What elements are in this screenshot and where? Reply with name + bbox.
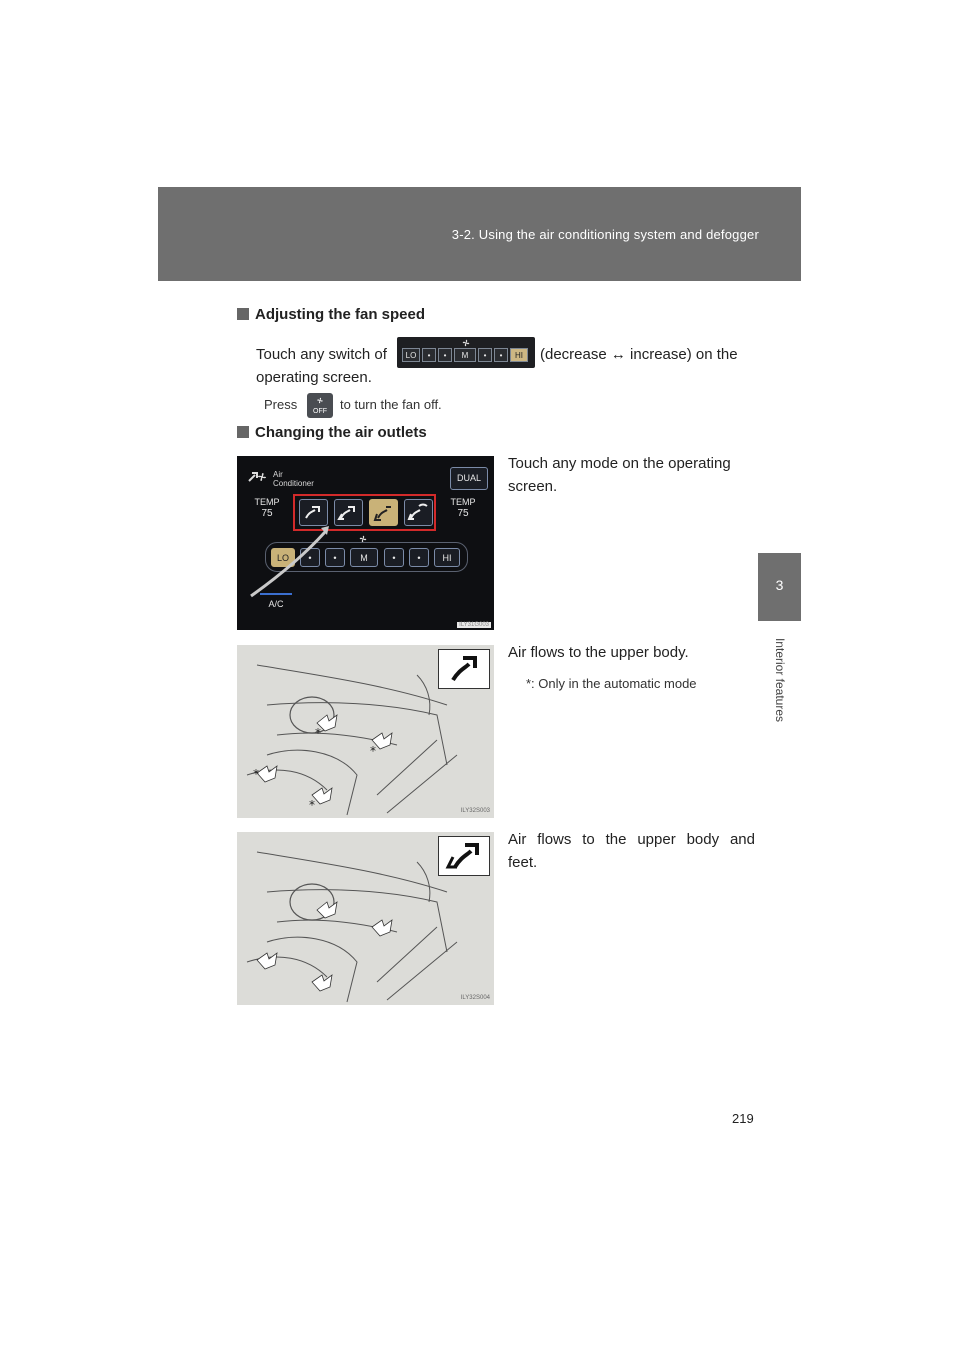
screen-instruction-line2: screen.	[508, 478, 558, 495]
automatic-mode-note: *: Only in the automatic mode	[526, 676, 697, 691]
chapter-tab	[758, 553, 801, 621]
fan-text-line2: operating screen.	[256, 369, 372, 386]
ac-button: A/C	[260, 593, 292, 614]
ac-fan-segment: HI	[434, 548, 460, 567]
bullet-square	[237, 426, 249, 438]
chapter-number: 3	[775, 577, 784, 593]
bilevel-text-line2: feet.	[508, 854, 538, 871]
temp-right-value: 75	[457, 508, 469, 519]
fan-text-line1-before: Touch any switch of	[256, 346, 387, 363]
fan-bar-segment: •	[438, 348, 452, 362]
ac-fan-segment: M	[350, 548, 378, 567]
temp-left-value: 75	[261, 508, 273, 519]
ac-fan-segment: •	[325, 548, 345, 567]
press-text-before: Press	[264, 397, 298, 412]
off-key-label: OFF	[313, 408, 327, 415]
svg-text:*: *	[315, 726, 321, 740]
outlets-heading-text: Changing the air outlets	[255, 424, 427, 441]
fan-bar-segment: •	[422, 348, 436, 362]
upper-body-airflow-illustration	[237, 645, 494, 818]
fan-speed-bar-image	[397, 337, 535, 368]
fan-bar-segment: HI	[510, 348, 528, 362]
ac-fan-segment: •	[409, 548, 429, 567]
fan-speed-heading-text: Adjusting the fan speed	[255, 306, 426, 323]
outlets-heading	[237, 424, 427, 441]
bullet-square	[237, 308, 249, 320]
bilevel-airflow-illustration	[237, 832, 494, 1005]
fan-bar-segment: LO	[402, 348, 420, 362]
press-text-after: to turn the fan off.	[340, 397, 442, 412]
fan-bar-segment: •	[494, 348, 508, 362]
illustration-code: ILY32S004	[460, 995, 490, 1001]
fan-icon	[315, 396, 325, 405]
illustration-code: ILY32S003	[460, 808, 490, 814]
svg-text:*: *	[309, 798, 315, 812]
svg-text:*: *	[253, 767, 259, 781]
temp-right-label: TEMP	[450, 497, 476, 507]
screen-instruction-line1: Touch any mode on the operating	[508, 455, 731, 472]
chapter-header	[158, 187, 801, 281]
ac-operating-screen-image	[237, 456, 494, 630]
illustration-code: ILY31G003	[459, 622, 489, 628]
temp-left-label: TEMP	[254, 497, 280, 507]
chapter-side-label: Interior features	[773, 637, 787, 723]
ac-fan-segment: •	[300, 548, 320, 567]
chapter-title: 3-2. Using the air conditioning system and defogger	[451, 227, 759, 242]
fan-off-key-image	[307, 393, 333, 418]
ac-fan-segment: LO	[271, 548, 295, 567]
fan-speed-heading	[237, 306, 425, 323]
bilevel-text-line1: Air flows to the upper body and	[508, 831, 755, 848]
page-number: 219	[732, 1111, 754, 1126]
face-mode-icon	[439, 650, 489, 688]
fan-text-line1-after: (decrease ↔ increase) on the	[540, 346, 738, 363]
svg-text:*: *	[370, 744, 376, 758]
mode-indicator-box	[438, 836, 490, 876]
fan-bar-segment: •	[478, 348, 492, 362]
mode-indicator-box	[438, 649, 490, 689]
fan-icon	[460, 338, 472, 348]
ac-title-line2: Conditioner	[273, 479, 314, 488]
bilevel-mode-icon	[439, 837, 489, 875]
dual-button: DUAL	[450, 467, 488, 490]
upper-body-text: Air flows to the upper body.	[508, 644, 689, 661]
fan-bar-segment: M	[454, 348, 476, 362]
fan-bar-segments	[402, 348, 528, 362]
ac-fan-segment: •	[384, 548, 404, 567]
ac-title-line1: Air	[273, 470, 283, 479]
